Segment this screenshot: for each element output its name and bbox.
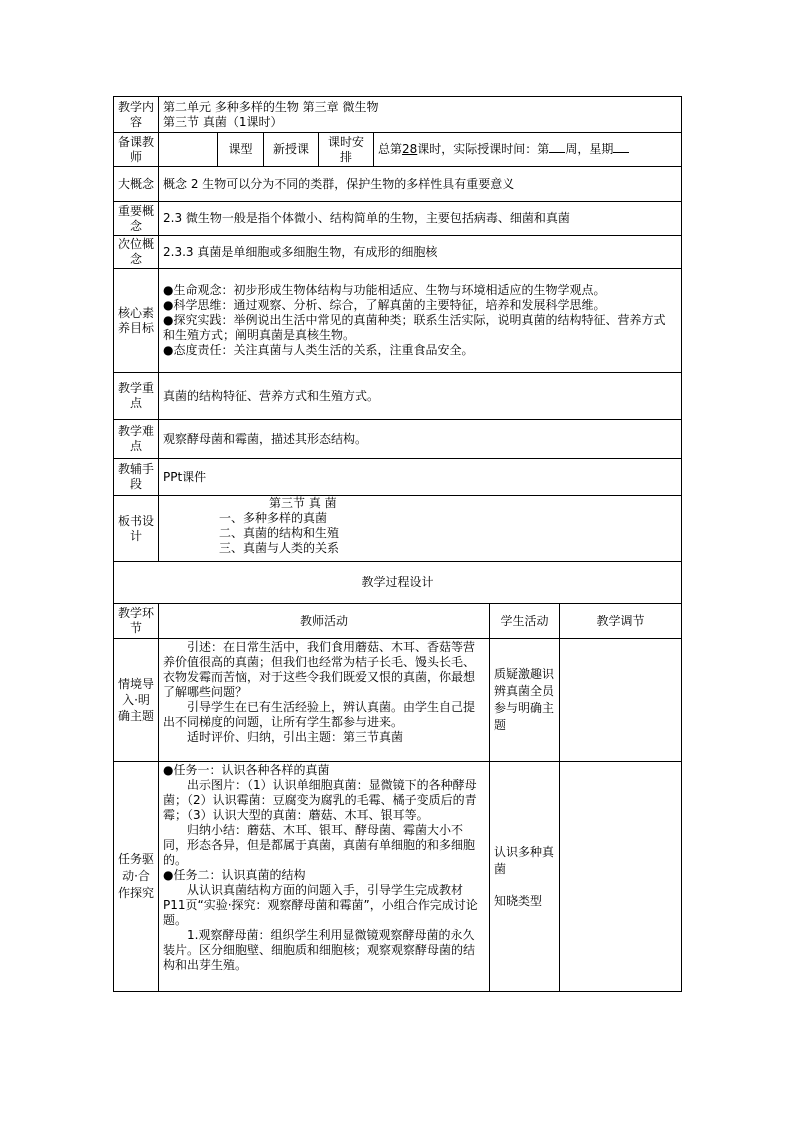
board-item: 二、真菌的结构和生殖 [219, 526, 340, 540]
teacher-paragraph: 归纳小结：蘑菇、木耳、银耳、酵母菌、霉菌大小不同，形态各异，但是都属于真菌，真菌有单细胞的和多细胞的。 [163, 823, 476, 867]
content-line-1: 第二单元 多种多样的生物 第三章 微生物 [163, 99, 379, 114]
content-line-2: 第三节 真菌（1课时） [163, 114, 283, 129]
important-concept-row [114, 202, 682, 236]
content-row [114, 97, 682, 133]
period-label: 课时安排 [319, 133, 374, 167]
aids-row [114, 459, 682, 496]
teacher-paragraph: 适时评价、归纳，引出主题：第三节真菌 [187, 730, 404, 744]
student-activity [490, 762, 560, 992]
lesson-plan-table [113, 96, 682, 992]
teacher-paragraph: 从认识真菌结构方面的问题入手，引导学生完成教材P11页“实验·探究：观察酵母菌和霉菌”，小组合作完成讨论题。 [163, 883, 478, 927]
total-prefix: 总第 [378, 142, 403, 156]
teacher-activity [159, 762, 490, 992]
teacher-paragraph: 出示图片：（1）认识单细胞真菌：显微镜下的各种酵母菌；（2）认识霉菌：豆腐变为腐乳的毛霉、橘子变质后的青霉；（3）认识大型的真菌：蘑菇、木耳、银耳等。 [163, 778, 477, 822]
type-value: 新授课 [264, 133, 319, 167]
goals-row [114, 269, 682, 373]
total-number: 28 [402, 142, 418, 156]
content-cell [159, 97, 682, 133]
student-activity: 质疑激趣识辨真菌全员参与明确主题 [490, 639, 560, 762]
important-concept-label: 重要概念 [114, 202, 159, 236]
goal-item: ●科学思维：通过观察、分析、综合，了解真菌的主要特征，培养和发展科学思维。 [163, 298, 606, 312]
teacher-label: 备课教师 [114, 133, 159, 167]
aids-text: PPt课件 [159, 459, 682, 496]
key-label: 教学重点 [114, 373, 159, 420]
process-title-row [114, 562, 682, 604]
board-cell [159, 496, 682, 562]
key-text: 真菌的结构特征、营养方式和生殖方式。 [159, 373, 682, 420]
process-title: 教学过程设计 [114, 562, 682, 604]
key-row [114, 373, 682, 420]
student-activity-2: 知晓类型 [494, 893, 543, 908]
week-blank [549, 152, 565, 153]
difficulty-label: 教学难点 [114, 420, 159, 459]
process-header-row [114, 604, 682, 639]
adjust-cell [560, 762, 682, 992]
student-spacer [494, 878, 555, 893]
important-concept-text: 2.3 微生物一般是指个体微小、结构简单的生物，主要包括病毒、细菌和真菌 [159, 202, 682, 236]
stage-row [114, 762, 682, 992]
student-activity-1: 认识多种真菌 [494, 844, 555, 876]
adjust-cell [560, 639, 682, 762]
task-heading: ●任务一：认识各种各样的真菌 [163, 763, 330, 777]
difficulty-text: 观察酵母菌和霉菌，描述其形态结构。 [159, 420, 682, 459]
goal-item: ●态度责任：关注真菌与人类生活的关系，注重食品安全。 [163, 343, 474, 357]
board-item: 三、真菌与人类的关系 [219, 541, 340, 555]
teacher-paragraph: 引导学生在已有生活经验上，辨认真菌。由学生自己提出不同梯度的问题，让所有学生都参与进来。 [163, 700, 476, 729]
teacher-column-header: 教师活动 [159, 604, 490, 639]
sub-concept-text: 2.3.3 真菌是单细胞或多细胞生物，有成形的细胞核 [159, 236, 682, 269]
goals-cell [159, 269, 682, 373]
adjust-column-header: 教学调节 [560, 604, 682, 639]
goal-item: ●生命观念：初步形成生物体结构与功能相适应、生物与环境相适应的生物学观点。 [163, 283, 606, 297]
stage-row [114, 639, 682, 762]
week-suffix: 周，星期 [565, 142, 614, 156]
teacher-paragraph: 1.观察酵母菌：组织学生利用显微镜观察酵母菌的永久装片。区分细胞壁、细胞质和细胞核；观察观察酵母菌的结构和出芽生殖。 [163, 928, 476, 972]
task-heading: ●任务二：认识真菌的结构 [163, 868, 306, 882]
board-item: 一、多种多样的真菌 [219, 511, 328, 525]
board-row [114, 496, 682, 562]
big-concept-text: 概念 2 生物可以分为不同的类群，保护生物的多样性具有重要意义 [159, 167, 682, 202]
total-suffix: 课时，实际授课时间：第 [417, 142, 550, 156]
weekday-blank [613, 152, 629, 153]
aids-label: 教辅手段 [114, 459, 159, 496]
period-cell [374, 133, 682, 167]
info-row [114, 133, 682, 167]
teacher-activity [159, 639, 490, 762]
goal-item: ●探究实践：举例说出生活中常见的真菌种类；联系生活实际，说明真菌的结构特征、营养方式和生殖方式；阐明真菌是真核生物。 [163, 313, 666, 342]
stage-label: 情境导入·明确主题 [114, 639, 159, 762]
student-column-header: 学生活动 [490, 604, 560, 639]
board-title: 第三节 真 菌 [269, 496, 337, 510]
sub-concept-label: 次位概念 [114, 236, 159, 269]
big-concept-row [114, 167, 682, 202]
stage-column-header: 教学环节 [114, 604, 159, 639]
teacher-value [159, 133, 218, 167]
content-label: 教学内容 [114, 97, 159, 133]
teacher-paragraph: 引述：在日常生活中，我们食用蘑菇、木耳、香菇等营养价值很高的真菌；但我们也经常为桔子长毛、馒头长毛、衣物发霉而苦恼，对于这些令我们既爱又恨的真菌，你最想了解哪些问题？ [163, 640, 476, 699]
sub-concept-row [114, 236, 682, 269]
difficulty-row [114, 420, 682, 459]
type-label: 课型 [218, 133, 264, 167]
board-label: 板书设计 [114, 496, 159, 562]
big-concept-label: 大概念 [114, 167, 159, 202]
stage-label: 任务驱动·合作探究 [114, 762, 159, 992]
goals-label: 核心素养目标 [114, 269, 159, 373]
